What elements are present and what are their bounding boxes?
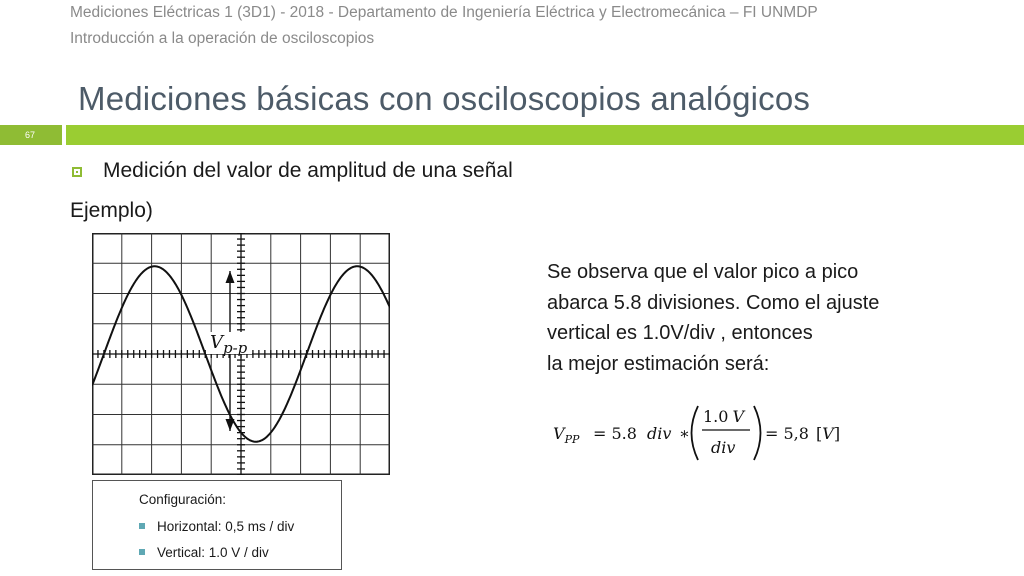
formula-times: ∗ bbox=[679, 424, 690, 443]
slide-number bbox=[0, 125, 62, 145]
description-line: vertical es 1.0V/div , entonces bbox=[547, 322, 813, 344]
description-line: la mejor estimación será: bbox=[547, 352, 770, 375]
configuration-box bbox=[92, 480, 342, 570]
description-line: abarca 5.8 divisiones. Como el ajuste bbox=[547, 291, 880, 314]
square-bullet-icon bbox=[139, 523, 145, 529]
description-line: Se observa que el valor pico a pico bbox=[547, 261, 859, 283]
square-bullet-icon bbox=[139, 549, 145, 555]
slide-title: Mediciones básicas con osciloscopios analógicos bbox=[78, 80, 811, 117]
slide-number-text: 67 bbox=[25, 130, 36, 140]
left-paren bbox=[692, 406, 699, 460]
formula-lhs: $V_{PP}$ bbox=[553, 424, 580, 446]
config-title: Configuración: bbox=[139, 492, 227, 507]
example-label: Ejemplo) bbox=[70, 199, 153, 222]
description bbox=[547, 257, 879, 379]
vpp-formula bbox=[553, 398, 853, 468]
formula-eq2: = 5,8 bbox=[765, 424, 809, 443]
header-line-1: Mediciones Eléctricas 1 (3D1) - 2018 - Departamento de Ingeniería Eléctrica y Electromecánica – FI UNMDP bbox=[70, 4, 818, 21]
config-item-horizontal bbox=[139, 519, 294, 534]
square-bullet-icon bbox=[72, 167, 82, 177]
vpp-label: $V_{p-p}$ bbox=[210, 332, 248, 357]
formula-numerator: 1.0 V bbox=[703, 407, 745, 426]
formula-div1: div bbox=[647, 424, 672, 443]
config-item-text: Vertical: 1.0 V / div bbox=[157, 545, 269, 560]
formula-denominator: div bbox=[711, 438, 736, 457]
config-item-vertical bbox=[139, 545, 269, 560]
bullet-text: Medición del valor de amplitud de una señal bbox=[103, 159, 513, 182]
title-accent-bar bbox=[66, 125, 1024, 145]
formula-result-unit: [V] bbox=[816, 424, 841, 443]
formula-eq1: = 5.8 bbox=[593, 424, 637, 443]
right-paren bbox=[754, 406, 761, 460]
header-line-2: Introducción a la operación de osciloscopios bbox=[70, 30, 375, 47]
oscilloscope-screen bbox=[92, 233, 390, 475]
config-item-text: Horizontal: 0,5 ms / div bbox=[157, 519, 295, 534]
